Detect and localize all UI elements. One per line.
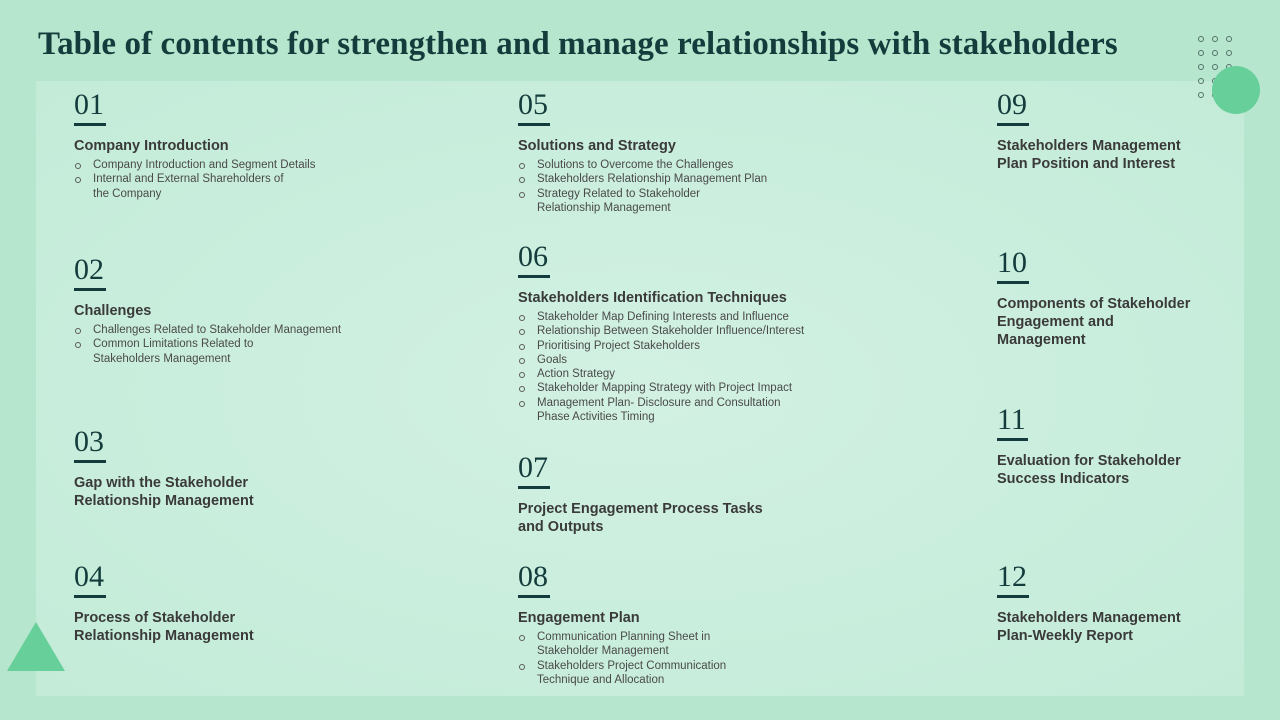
section-item-line: Technique and Allocation	[537, 673, 665, 686]
section-item	[518, 172, 767, 186]
toc-section-07[interactable]	[518, 453, 763, 536]
decor-dot	[1226, 50, 1232, 56]
section-heading	[997, 452, 1181, 488]
decor-dot	[1198, 78, 1204, 84]
decor-dot	[1198, 92, 1204, 98]
section-heading-line: Plan Position and Interest	[997, 156, 1176, 172]
section-heading-line: Company Introduction	[74, 138, 229, 154]
section-heading-line: Evaluation for Stakeholder	[997, 453, 1181, 469]
section-item-list	[518, 630, 726, 687]
section-item	[518, 158, 767, 172]
decor-dot	[1198, 64, 1204, 70]
toc-section-06[interactable]	[518, 242, 804, 424]
toc-section-08[interactable]	[518, 562, 726, 687]
section-heading-line: Relationship Management	[74, 628, 254, 644]
section-number: 01	[74, 90, 106, 126]
section-heading-line: Gap with the Stakeholder	[74, 475, 249, 491]
section-item-line: Common Limitations Related to	[93, 338, 254, 351]
section-item-line: Strategy Related to Stakeholder	[537, 187, 701, 200]
section-heading-line: Relationship Management	[74, 493, 254, 509]
section-item-line: Stakeholders Project Communication	[537, 659, 727, 672]
toc-section-12[interactable]	[997, 562, 1181, 645]
section-item-line: Action Strategy	[537, 368, 615, 381]
section-number: 04	[74, 562, 106, 598]
section-heading	[997, 137, 1181, 173]
toc-section-03[interactable]	[74, 427, 254, 510]
decorative-circle	[1212, 66, 1260, 114]
section-item	[518, 310, 804, 324]
section-item-line: Stakeholder Management	[537, 645, 669, 658]
section-number: 09	[997, 90, 1029, 126]
section-item-line: Challenges Related to Stakeholder Management	[93, 324, 342, 336]
section-number: 10	[997, 248, 1029, 284]
section-item-line: Communication Planning Sheet in	[537, 631, 711, 643]
section-heading	[518, 609, 726, 627]
section-item	[518, 396, 804, 425]
section-heading-line: Challenges	[74, 303, 152, 319]
section-item	[518, 324, 804, 338]
section-heading-line: Engagement Plan	[518, 610, 640, 626]
decorative-triangle	[7, 622, 65, 671]
section-item-line: Stakeholder Map Defining Interests and Influence	[537, 311, 789, 323]
section-heading-line: Stakeholders Identification Techniques	[518, 290, 787, 306]
toc-section-04[interactable]	[74, 562, 254, 645]
section-item-line: Relationship Management	[537, 201, 671, 214]
section-number: 11	[997, 405, 1028, 441]
section-heading-line: Management	[997, 332, 1086, 348]
section-heading	[518, 137, 767, 155]
toc-section-10[interactable]	[997, 248, 1190, 349]
section-item	[74, 172, 315, 201]
section-heading-line: and Outputs	[518, 519, 604, 535]
section-item	[74, 158, 315, 172]
section-item	[518, 187, 767, 216]
section-heading-line: Process of Stakeholder	[74, 610, 236, 626]
section-item-line: Company Introduction and Segment Details	[93, 159, 316, 171]
section-number: 05	[518, 90, 550, 126]
section-item-line: Relationship Between Stakeholder Influence/Interest	[537, 325, 805, 338]
section-heading-line: Stakeholders Management	[997, 610, 1181, 626]
section-item-line: Internal and External Shareholders of	[93, 173, 284, 186]
section-heading-line: Stakeholders Management	[997, 138, 1181, 154]
section-number: 08	[518, 562, 550, 598]
section-item	[518, 630, 726, 659]
section-item	[518, 339, 804, 353]
section-heading	[518, 289, 804, 307]
decor-dot	[1212, 50, 1218, 56]
decor-dot	[1212, 64, 1218, 70]
toc-section-05[interactable]	[518, 90, 767, 215]
section-item-line: Goals	[537, 353, 568, 366]
decor-dot	[1198, 36, 1204, 42]
section-heading	[518, 500, 763, 536]
section-item-list	[74, 158, 315, 201]
section-heading-line: Success Indicators	[997, 471, 1130, 487]
section-number: 03	[74, 427, 106, 463]
section-item	[518, 659, 726, 688]
section-item-list	[74, 323, 341, 366]
section-item-line: Phase Activities Timing	[537, 411, 655, 424]
section-item-line: Stakeholders Management	[93, 352, 231, 365]
section-item-line: Stakeholder Mapping Strategy with Project Impact	[537, 382, 793, 395]
section-item	[518, 353, 804, 367]
section-item	[518, 367, 804, 381]
section-item-line: Stakeholders Relationship Management Plan	[537, 173, 768, 186]
section-item-line: the Company	[93, 187, 162, 200]
section-heading	[997, 609, 1181, 645]
section-number: 07	[518, 453, 550, 489]
section-heading	[74, 137, 315, 155]
section-item-line: Solutions to Overcome the Challenges	[537, 159, 734, 171]
section-heading	[74, 609, 254, 645]
section-item-list	[518, 310, 804, 424]
section-item	[518, 381, 804, 395]
section-heading-line: Plan-Weekly Report	[997, 628, 1133, 644]
page-title: Table of contents for strengthen and manage relationships with stakeholders	[38, 26, 1118, 62]
toc-section-02[interactable]	[74, 255, 341, 366]
section-item-list	[518, 158, 767, 215]
decor-dot	[1226, 36, 1232, 42]
section-heading-line: Solutions and Strategy	[518, 138, 676, 154]
section-item	[74, 323, 341, 337]
section-number: 12	[997, 562, 1029, 598]
section-heading	[997, 295, 1190, 349]
section-heading-line: Project Engagement Process Tasks	[518, 501, 763, 517]
section-number: 06	[518, 242, 550, 278]
decor-dot	[1212, 36, 1218, 42]
toc-section-09[interactable]	[997, 90, 1181, 173]
toc-section-01[interactable]	[74, 90, 315, 201]
section-item	[74, 337, 341, 366]
toc-section-11[interactable]	[997, 405, 1181, 488]
section-item-line: Prioritising Project Stakeholders	[537, 339, 700, 352]
section-item-line: Management Plan- Disclosure and Consultation	[537, 396, 781, 409]
decor-dot	[1198, 50, 1204, 56]
section-heading-line: Engagement and	[997, 314, 1114, 330]
section-heading	[74, 302, 341, 320]
section-heading	[74, 474, 254, 510]
section-number: 02	[74, 255, 106, 291]
section-heading-line: Components of Stakeholder	[997, 296, 1191, 312]
